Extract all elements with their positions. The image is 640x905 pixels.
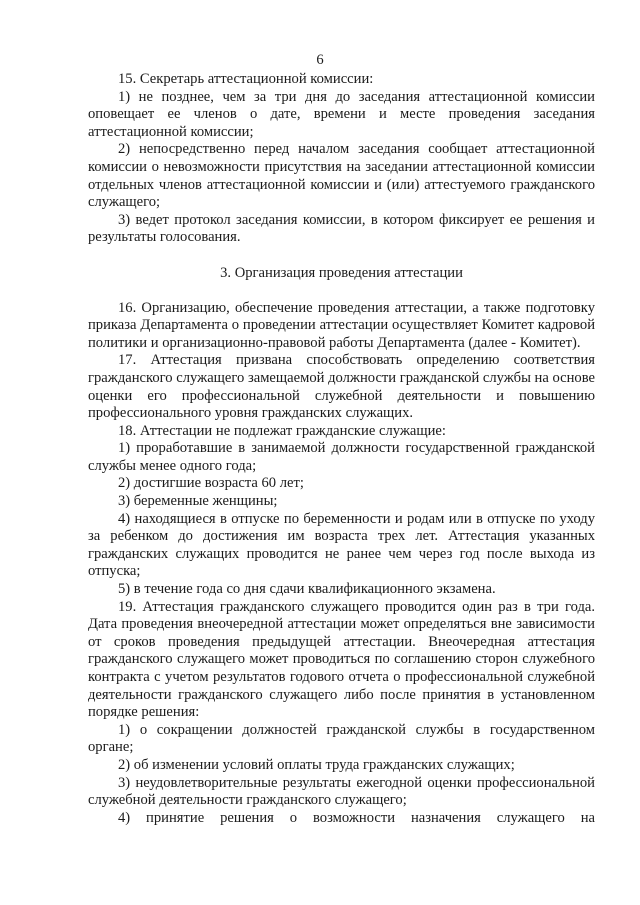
paragraph-15-item-2: 2) непосредственно перед началом заседания сообщает аттестационной комиссии о невозможности присутствия на заседании аттестационной комиссии отдельных членов аттестационной комиссии и (или) аттестуемого гражданского служащего; — [88, 141, 595, 211]
paragraph-17: 17. Аттестация призвана способствовать определению соответствия гражданского служащего замещаемой должности гражданской службы на основе оценки его профессиональной служебной деятельности и повышению профессионального уровня гражданских служащих. — [88, 352, 596, 422]
paragraph-15: 15. Секретарь аттестационной комиссии: — [118, 71, 374, 87]
paragraph-15-item-3: 3) ведет протокол заседания комиссии, в котором фиксирует ее решения и результаты голосования. — [88, 211, 595, 246]
paragraph-19-item-2: 2) об изменении условий оплаты труда гражданских служащих; — [118, 756, 515, 773]
paragraph-19-item-1: 1) о сокращении должностей гражданской службы в государственном органе; — [88, 721, 595, 756]
paragraph-15-item-1: 1) не позднее, чем за три дня до заседания аттестационной комиссии оповещает ее членов о дате, времени и месте проведения заседания аттестационной комиссии; — [88, 88, 595, 140]
page-number: 6 — [316, 52, 324, 68]
section-heading: 3. Организация проведения аттестации — [220, 264, 463, 281]
paragraph-19-item-3: 3) неудовлетворительные результаты ежегодной оценки профессиональной служебной деятельности гражданского служащего; — [88, 774, 595, 809]
paragraph-18-item-5: 5) в течение года со дня сдачи квалификационного экзамена. — [118, 581, 496, 598]
paragraph-16: 16. Организацию, обеспечение проведения аттестации, а также подготовку приказа Департамента о проведении аттестации осуществляет Комитет кадровой политики и организационно-правовой работы Департамента (далее - Комитет). — [88, 299, 595, 351]
paragraph-18-item-2: 2) достигшие возраста 60 лет; — [118, 475, 304, 492]
document-body — [88, 71, 595, 827]
paragraph-18-item-4: 4) находящиеся в отпуске по беременности и родам или в отпуске по уходу за ребенком до достижения им возраста трех лет. Аттестация указанных гражданских служащих проводится не ранее чем через год после выхода из отпуска; — [88, 510, 595, 580]
paragraph-19-item-4: 4) принятие решения о возможности назначения служащего на — [118, 809, 595, 826]
paragraph-18: 18. Аттестации не подлежат гражданские служащие: — [118, 422, 446, 439]
paragraph-19: 19. Аттестация гражданского служащего проводится один раз в три года. Дата проведения внеочередной аттестации может определяться вне зависимости от сроков проведения предыдущей аттестации. Внеочередная аттестация гражданского служащего может проводиться по соглашению сторон служебного контракта с учетом результатов годового отчета о профессиональной служебной деятельности гражданского служащего либо после принятия в установленном порядке решения: — [88, 598, 595, 721]
paragraph-18-item-3: 3) беременные женщины; — [118, 493, 278, 510]
paragraph-18-item-1: 1) проработавшие в занимаемой должности государственной гражданской службы менее одного года; — [88, 440, 595, 474]
